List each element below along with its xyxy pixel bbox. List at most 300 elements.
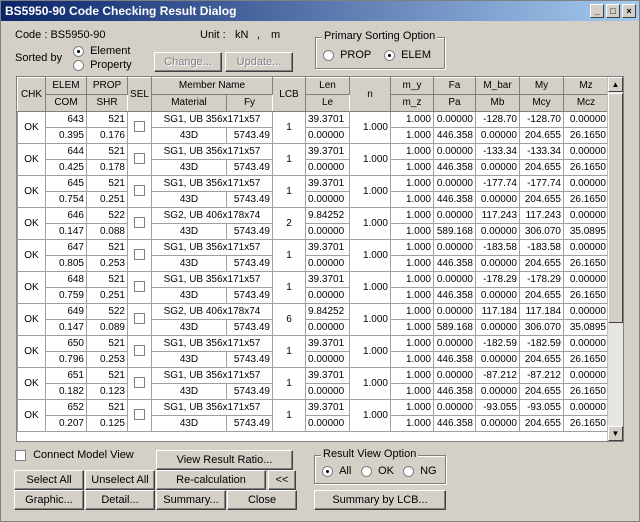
cell-chk: OK — [18, 368, 46, 400]
cell-m-y: 1.000 — [391, 240, 434, 256]
cell-mcz: 26.1650 — [564, 128, 609, 144]
header-mcz[interactable]: Mcz — [564, 95, 609, 112]
cell-mcz: 26.1650 — [564, 416, 609, 432]
unselect-all-button[interactable]: Unselect All — [85, 470, 155, 490]
cell-mcy: 204.655 — [520, 416, 564, 432]
select-row-checkbox[interactable] — [134, 249, 145, 260]
header-mb[interactable]: Mb — [476, 95, 520, 112]
cell-pa: 446.358 — [434, 384, 476, 400]
table-row-secondary[interactable] — [18, 128, 609, 144]
cell-m-bar: -183.58 — [476, 240, 520, 256]
cell-fa: 0.00000 — [434, 240, 476, 256]
graphic-button[interactable]: Graphic... — [14, 490, 84, 510]
cell-sel — [128, 272, 152, 304]
cell-elem: 652 — [46, 400, 87, 416]
cell-material: 43D — [152, 352, 227, 368]
cell-m-z: 1.000 — [391, 352, 434, 368]
table-row-secondary[interactable] — [18, 160, 609, 176]
cell-mb: 0.00000 — [476, 320, 520, 336]
cell-lcb: 1 — [273, 240, 306, 272]
cell-com: 0.147 — [46, 224, 87, 240]
cell-mz: 0.00000 — [564, 112, 609, 128]
connect-model-view-checkbox[interactable] — [15, 449, 134, 461]
header-member-name[interactable]: Member Name — [152, 78, 273, 95]
cell-pa: 446.358 — [434, 192, 476, 208]
cell-sel — [128, 112, 152, 144]
cell-com: 0.759 — [46, 288, 87, 304]
cell-m-z: 1.000 — [391, 160, 434, 176]
header-material[interactable]: Material — [152, 95, 227, 112]
detail-button[interactable]: Detail... — [85, 490, 155, 510]
cell-member: SG1, UB 356x171x57 — [152, 272, 273, 288]
cell-shr: 0.251 — [87, 192, 128, 208]
cell-lcb: 1 — [273, 176, 306, 208]
cell-shr: 0.251 — [87, 288, 128, 304]
cell-mz: 0.00000 — [564, 272, 609, 288]
cell-prop: 521 — [87, 336, 128, 352]
close-button[interactable]: Close — [227, 490, 297, 510]
cell-my: -178.29 — [520, 272, 564, 288]
unit-length: m — [271, 29, 281, 41]
table-row-secondary[interactable] — [18, 192, 609, 208]
unit-force: kN — [235, 29, 249, 41]
cell-len: 39.3701 — [306, 336, 350, 352]
cell-chk: OK — [18, 336, 46, 368]
cell-mcz: 26.1650 — [564, 384, 609, 400]
cell-len: 39.3701 — [306, 400, 350, 416]
select-row-checkbox[interactable] — [134, 185, 145, 196]
header-elem[interactable]: ELEM — [46, 78, 87, 95]
cell-fy: 5743.49 — [227, 224, 273, 240]
cell-m-z: 1.000 — [391, 416, 434, 432]
cell-le: 0.00000 — [306, 288, 350, 304]
cell-member: SG1, UB 356x171x57 — [152, 144, 273, 160]
cell-chk: OK — [18, 304, 46, 336]
cell-com: 0.796 — [46, 352, 87, 368]
cell-le: 0.00000 — [306, 192, 350, 208]
cell-mb: 0.00000 — [476, 384, 520, 400]
result-table-body — [18, 112, 609, 432]
cell-my: 117.184 — [520, 304, 564, 320]
cell-lcb: 1 — [273, 272, 306, 304]
cell-sel — [128, 144, 152, 176]
header-m-y[interactable]: m_y — [391, 78, 434, 95]
radio-indicator-off — [323, 50, 334, 61]
cell-mcz: 35.0895 — [564, 320, 609, 336]
cell-fa: 0.00000 — [434, 368, 476, 384]
cell-elem: 650 — [46, 336, 87, 352]
cell-member: SG1, UB 356x171x57 — [152, 368, 273, 384]
cell-fa: 0.00000 — [434, 336, 476, 352]
sorted-by-label: Sorted by — [15, 52, 63, 64]
cell-my: 117.243 — [520, 208, 564, 224]
cell-m-y: 1.000 — [391, 208, 434, 224]
cell-mcy: 306.070 — [520, 320, 564, 336]
cell-mb: 0.00000 — [476, 256, 520, 272]
view-result-ratio-button[interactable]: View Result Ratio... — [156, 450, 293, 470]
result-view-ok-label: OK — [378, 465, 394, 477]
cell-sel — [128, 304, 152, 336]
cell-prop: 522 — [87, 304, 128, 320]
connect-model-view-label: Connect Model View — [33, 449, 134, 461]
cell-m-y: 1.000 — [391, 144, 434, 160]
cell-m-z: 1.000 — [391, 288, 434, 304]
cell-my: -177.74 — [520, 176, 564, 192]
cell-mz: 0.00000 — [564, 368, 609, 384]
cell-mz: 0.00000 — [564, 240, 609, 256]
cell-elem: 648 — [46, 272, 87, 288]
cell-elem: 646 — [46, 208, 87, 224]
primary-sorting-group — [315, 30, 445, 69]
radio-indicator-off — [73, 60, 84, 71]
cell-mcz: 26.1650 — [564, 192, 609, 208]
cell-sel — [128, 208, 152, 240]
result-view-ng-label: NG — [420, 465, 437, 477]
checkbox-indicator — [15, 450, 26, 461]
header-my[interactable]: My — [520, 78, 564, 95]
cell-len: 39.3701 — [306, 272, 350, 288]
cell-elem: 644 — [46, 144, 87, 160]
result-view-option-title: Result View Option — [323, 448, 417, 460]
select-all-button[interactable]: Select All — [14, 470, 84, 490]
cell-shr: 0.253 — [87, 352, 128, 368]
select-row-checkbox[interactable] — [134, 153, 145, 164]
cell-fy: 5743.49 — [227, 320, 273, 336]
cell-fy: 5743.49 — [227, 160, 273, 176]
cell-com: 0.425 — [46, 160, 87, 176]
cell-mb: 0.00000 — [476, 128, 520, 144]
result-view-ng-radio[interactable] — [403, 465, 437, 477]
table-row[interactable] — [18, 144, 609, 160]
cell-m-bar: -182.59 — [476, 336, 520, 352]
select-row-checkbox[interactable] — [134, 281, 145, 292]
header-len[interactable]: Len — [306, 78, 350, 95]
cell-m-bar: -177.74 — [476, 176, 520, 192]
cell-material: 43D — [152, 320, 227, 336]
cell-material: 43D — [152, 416, 227, 432]
change-button[interactable]: Change... — [154, 52, 222, 72]
cell-chk: OK — [18, 272, 46, 304]
sort-property-radio[interactable] — [73, 59, 132, 71]
cell-pa: 589.168 — [434, 224, 476, 240]
cell-chk: OK — [18, 208, 46, 240]
radio-indicator-on — [73, 46, 84, 57]
cell-elem: 643 — [46, 112, 87, 128]
cell-m-z: 1.000 — [391, 192, 434, 208]
unit-label: Unit : — [200, 29, 226, 41]
cell-le: 0.00000 — [306, 352, 350, 368]
cell-mcy: 204.655 — [520, 256, 564, 272]
cell-n: 1.000 — [350, 368, 391, 400]
cell-pa: 589.168 — [434, 320, 476, 336]
cell-m-bar: -87.212 — [476, 368, 520, 384]
header-shr[interactable]: SHR — [87, 95, 128, 112]
header-le[interactable]: Le — [306, 95, 350, 112]
cell-chk: OK — [18, 240, 46, 272]
cell-mz: 0.00000 — [564, 208, 609, 224]
cell-n: 1.000 — [350, 400, 391, 432]
cell-material: 43D — [152, 224, 227, 240]
cell-prop: 521 — [87, 272, 128, 288]
cell-elem: 651 — [46, 368, 87, 384]
cell-lcb: 1 — [273, 144, 306, 176]
cell-le: 0.00000 — [306, 384, 350, 400]
cell-com: 0.182 — [46, 384, 87, 400]
cell-com: 0.754 — [46, 192, 87, 208]
cell-fy: 5743.49 — [227, 128, 273, 144]
primary-sort-elem-label: ELEM — [401, 49, 432, 61]
summary-by-lcb-button[interactable]: Summary by LCB... — [314, 490, 446, 510]
cell-m-z: 1.000 — [391, 384, 434, 400]
table-row[interactable] — [18, 304, 609, 320]
cell-lcb: 1 — [273, 336, 306, 368]
cell-mz: 0.00000 — [564, 144, 609, 160]
cell-n: 1.000 — [350, 112, 391, 144]
cell-shr: 0.088 — [87, 224, 128, 240]
cell-fy: 5743.49 — [227, 416, 273, 432]
cell-pa: 446.358 — [434, 288, 476, 304]
cell-member: SG1, UB 356x171x57 — [152, 336, 273, 352]
table-row-secondary[interactable] — [18, 288, 609, 304]
cell-sel — [128, 368, 152, 400]
cell-pa: 446.358 — [434, 352, 476, 368]
table-row-secondary[interactable] — [18, 416, 609, 432]
sort-element-radio[interactable] — [73, 45, 130, 57]
cell-member: SG1, UB 356x171x57 — [152, 176, 273, 192]
select-row-checkbox[interactable] — [134, 345, 145, 356]
minimize-button[interactable]: _ — [590, 4, 604, 18]
cell-shr: 0.178 — [87, 160, 128, 176]
cell-len: 39.3701 — [306, 112, 350, 128]
cell-shr: 0.176 — [87, 128, 128, 144]
cell-shr: 0.253 — [87, 256, 128, 272]
unit-separator: , — [257, 29, 261, 41]
cell-my: -87.212 — [520, 368, 564, 384]
table-row-secondary[interactable] — [18, 384, 609, 400]
cell-len: 39.3701 — [306, 144, 350, 160]
cell-member: SG2, UB 406x178x74 — [152, 208, 273, 224]
cell-len: 39.3701 — [306, 176, 350, 192]
cell-n: 1.000 — [350, 336, 391, 368]
cell-m-z: 1.000 — [391, 256, 434, 272]
select-row-checkbox[interactable] — [134, 377, 145, 388]
result-table — [17, 77, 609, 432]
cell-member: SG1, UB 356x171x57 — [152, 400, 273, 416]
primary-sort-prop-radio[interactable] — [323, 49, 371, 61]
cell-mcy: 306.070 — [520, 224, 564, 240]
cell-prop: 521 — [87, 112, 128, 128]
primary-sort-elem-radio[interactable] — [384, 49, 431, 61]
cell-elem: 645 — [46, 176, 87, 192]
header-n[interactable]: n — [350, 78, 391, 112]
header-mcy[interactable]: Mcy — [520, 95, 564, 112]
cell-le: 0.00000 — [306, 256, 350, 272]
cell-m-y: 1.000 — [391, 336, 434, 352]
header-pa[interactable]: Pa — [434, 95, 476, 112]
cell-shr: 0.089 — [87, 320, 128, 336]
cell-member: SG1, UB 356x171x57 — [152, 240, 273, 256]
cell-com: 0.147 — [46, 320, 87, 336]
header-mz[interactable]: Mz — [564, 78, 609, 95]
cell-material: 43D — [152, 128, 227, 144]
select-row-checkbox[interactable] — [134, 217, 145, 228]
vertical-scrollbar[interactable] — [607, 77, 623, 441]
cell-le: 0.00000 — [306, 128, 350, 144]
header-lcb[interactable]: LCB — [273, 78, 306, 112]
header-sel[interactable]: SEL — [128, 78, 152, 112]
cell-pa: 446.358 — [434, 416, 476, 432]
cell-m-z: 1.000 — [391, 224, 434, 240]
primary-sorting-title: Primary Sorting Option — [324, 30, 436, 42]
cell-lcb: 1 — [273, 112, 306, 144]
scroll-down-icon[interactable]: ▼ — [608, 426, 623, 441]
cell-member: SG1, UB 356x171x57 — [152, 112, 273, 128]
cell-fy: 5743.49 — [227, 256, 273, 272]
header-fa[interactable]: Fa — [434, 78, 476, 95]
cell-material: 43D — [152, 288, 227, 304]
radio-indicator-off — [403, 466, 414, 477]
cell-chk: OK — [18, 112, 46, 144]
cell-fy: 5743.49 — [227, 384, 273, 400]
cell-le: 0.00000 — [306, 224, 350, 240]
table-row[interactable] — [18, 272, 609, 288]
cell-m-bar: -128.70 — [476, 112, 520, 128]
update-button[interactable]: Update... — [225, 52, 293, 72]
cell-mcz: 26.1650 — [564, 288, 609, 304]
table-row[interactable] — [18, 336, 609, 352]
cell-fa: 0.00000 — [434, 144, 476, 160]
cell-pa: 446.358 — [434, 128, 476, 144]
window-title: BS5950-90 Code Checking Result Dialog — [5, 4, 237, 18]
cell-len: 39.3701 — [306, 368, 350, 384]
result-view-all-label: All — [339, 465, 352, 477]
cell-chk: OK — [18, 176, 46, 208]
radio-indicator-off — [361, 466, 372, 477]
cell-n: 1.000 — [350, 240, 391, 272]
result-view-option-group — [314, 448, 446, 484]
cell-n: 1.000 — [350, 272, 391, 304]
cell-prop: 521 — [87, 176, 128, 192]
result-view-ok-radio[interactable] — [361, 465, 394, 477]
cell-m-bar: 117.243 — [476, 208, 520, 224]
cell-com: 0.805 — [46, 256, 87, 272]
header-m-z[interactable]: m_z — [391, 95, 434, 112]
cell-lcb: 2 — [273, 208, 306, 240]
cell-mz: 0.00000 — [564, 336, 609, 352]
cell-n: 1.000 — [350, 208, 391, 240]
maximize-button[interactable]: □ — [606, 4, 620, 18]
cell-mb: 0.00000 — [476, 192, 520, 208]
table-row[interactable] — [18, 400, 609, 416]
scroll-thumb[interactable] — [608, 93, 623, 323]
cell-n: 1.000 — [350, 304, 391, 336]
header-fy[interactable]: Fy — [227, 95, 273, 112]
result-view-all-radio[interactable] — [322, 465, 351, 477]
cell-material: 43D — [152, 384, 227, 400]
table-row-secondary[interactable] — [18, 320, 609, 336]
close-window-button[interactable]: × — [622, 4, 636, 18]
cell-fy: 5743.49 — [227, 192, 273, 208]
cell-mcz: 26.1650 — [564, 160, 609, 176]
cell-m-z: 1.000 — [391, 320, 434, 336]
cell-prop: 521 — [87, 400, 128, 416]
cell-m-y: 1.000 — [391, 400, 434, 416]
collapse-button[interactable]: << — [268, 470, 296, 490]
cell-sel — [128, 176, 152, 208]
title-bar — [1, 1, 639, 21]
table-row[interactable] — [18, 208, 609, 224]
result-grid — [16, 76, 624, 442]
table-row-secondary[interactable] — [18, 256, 609, 272]
cell-com: 0.207 — [46, 416, 87, 432]
scroll-up-icon[interactable]: ▲ — [608, 77, 623, 92]
cell-m-z: 1.000 — [391, 128, 434, 144]
cell-elem: 649 — [46, 304, 87, 320]
cell-m-y: 1.000 — [391, 112, 434, 128]
cell-my: -182.59 — [520, 336, 564, 352]
table-row-secondary[interactable] — [18, 352, 609, 368]
cell-com: 0.395 — [46, 128, 87, 144]
select-row-checkbox[interactable] — [134, 121, 145, 132]
cell-sel — [128, 240, 152, 272]
cell-mcz: 35.0895 — [564, 224, 609, 240]
table-row[interactable] — [18, 240, 609, 256]
table-row-secondary[interactable] — [18, 224, 609, 240]
cell-m-y: 1.000 — [391, 368, 434, 384]
summary-button[interactable]: Summary... — [156, 490, 226, 510]
select-row-checkbox[interactable] — [134, 409, 145, 420]
cell-material: 43D — [152, 160, 227, 176]
cell-fa: 0.00000 — [434, 208, 476, 224]
table-row[interactable] — [18, 368, 609, 384]
cell-lcb: 1 — [273, 400, 306, 432]
cell-material: 43D — [152, 256, 227, 272]
header-m-bar[interactable]: M_bar — [476, 78, 520, 95]
cell-n: 1.000 — [350, 176, 391, 208]
cell-mb: 0.00000 — [476, 288, 520, 304]
header-com[interactable]: COM — [46, 95, 87, 112]
cell-sel — [128, 336, 152, 368]
cell-material: 43D — [152, 192, 227, 208]
cell-prop: 521 — [87, 144, 128, 160]
cell-len: 39.3701 — [306, 240, 350, 256]
cell-m-bar: 117.184 — [476, 304, 520, 320]
cell-m-y: 1.000 — [391, 272, 434, 288]
cell-le: 0.00000 — [306, 416, 350, 432]
select-row-checkbox[interactable] — [134, 313, 145, 324]
cell-mcy: 204.655 — [520, 384, 564, 400]
sort-property-label: Property — [90, 59, 132, 71]
cell-mcy: 204.655 — [520, 128, 564, 144]
cell-prop: 521 — [87, 240, 128, 256]
table-row[interactable] — [18, 176, 609, 192]
recalculation-button[interactable]: Re-calculation — [156, 470, 266, 490]
cell-mb: 0.00000 — [476, 160, 520, 176]
cell-fa: 0.00000 — [434, 304, 476, 320]
cell-fy: 5743.49 — [227, 352, 273, 368]
cell-fy: 5743.49 — [227, 288, 273, 304]
cell-m-bar: -133.34 — [476, 144, 520, 160]
header-chk[interactable]: CHK — [18, 78, 46, 112]
cell-mcy: 204.655 — [520, 160, 564, 176]
cell-fa: 0.00000 — [434, 400, 476, 416]
table-row[interactable] — [18, 112, 609, 128]
cell-elem: 647 — [46, 240, 87, 256]
cell-lcb: 6 — [273, 304, 306, 336]
header-prop[interactable]: PROP — [87, 78, 128, 95]
cell-lcb: 1 — [273, 368, 306, 400]
cell-m-bar: -93.055 — [476, 400, 520, 416]
